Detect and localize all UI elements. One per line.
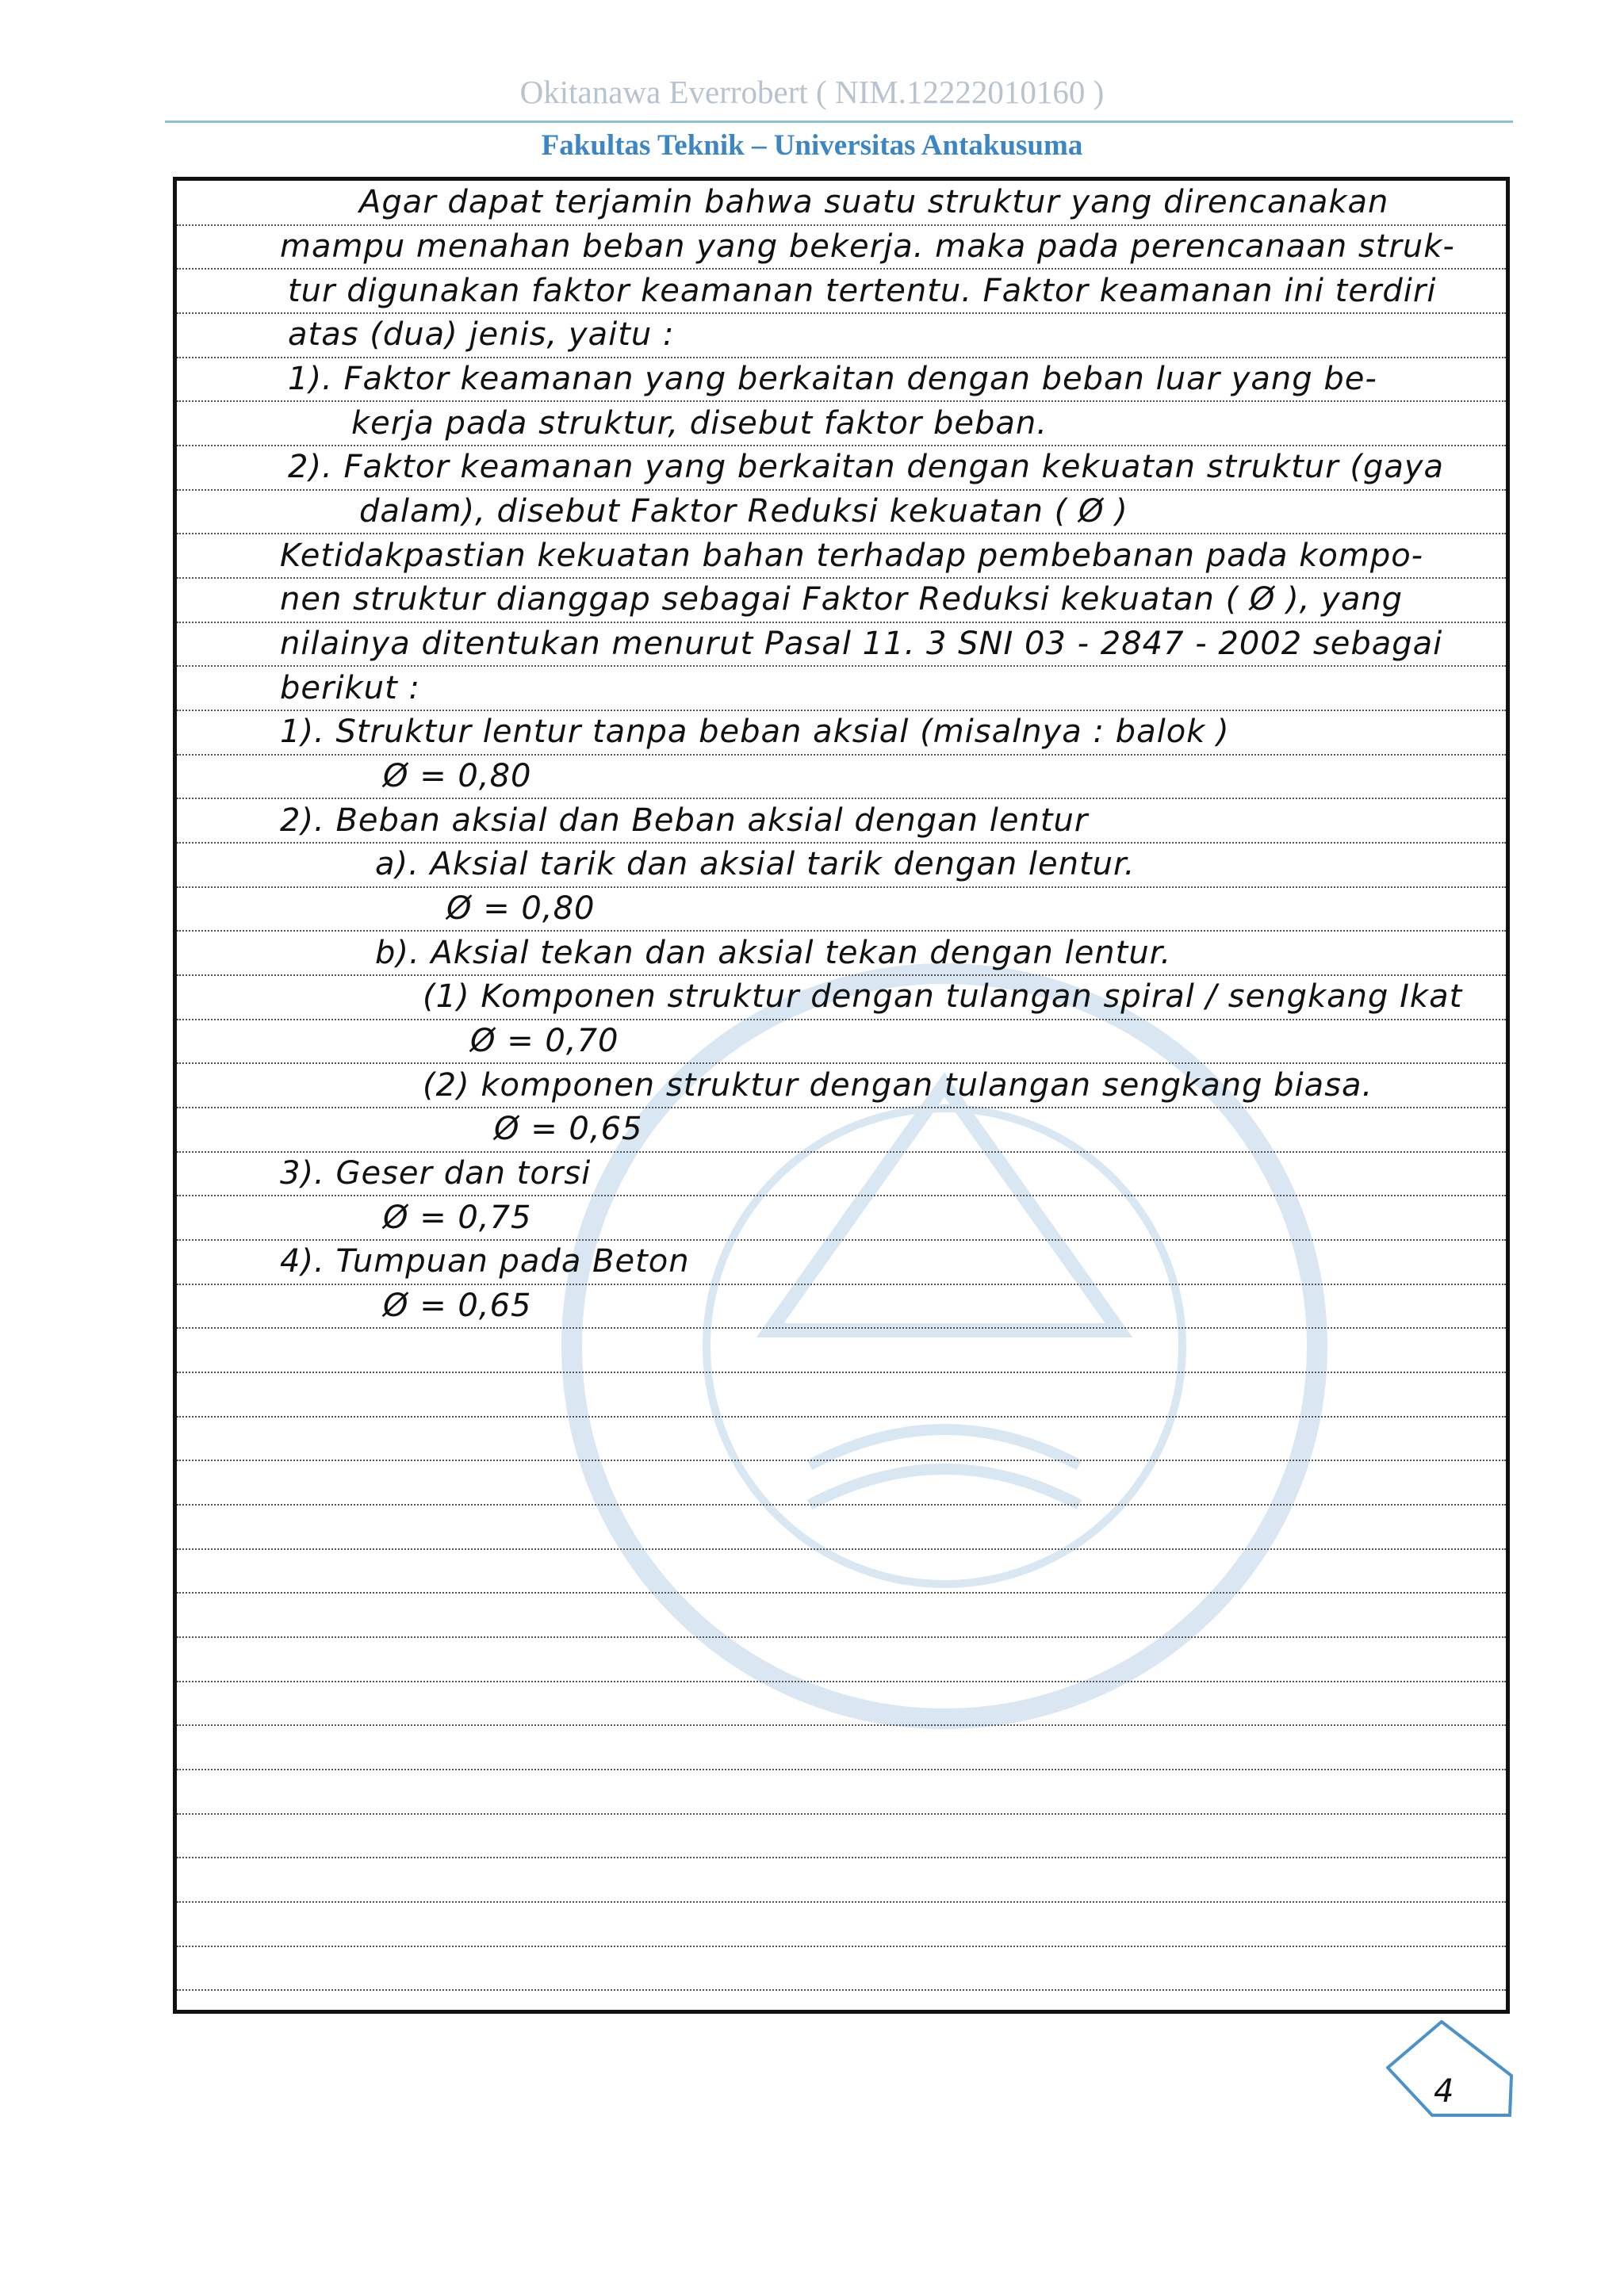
text-line: 3). Geser dan torsi xyxy=(280,1155,592,1192)
ruled-line xyxy=(177,930,1506,932)
text-line: dalam), disebut Faktor Reduksi kekuatan ( Ø ) xyxy=(359,493,1128,530)
text-line: 2). Faktor keamanan yang berkaitan dengan kekuatan struktur (gaya xyxy=(288,449,1445,485)
ruled-line xyxy=(177,1681,1506,1682)
ruled-line xyxy=(177,1284,1506,1285)
ruled-line xyxy=(177,886,1506,888)
ruled-line xyxy=(177,1327,1506,1329)
ruled-line xyxy=(177,1901,1506,1903)
ruled-line xyxy=(177,1504,1506,1506)
ruled-line xyxy=(177,842,1506,844)
text-line: kerja pada struktur, disebut faktor beban. xyxy=(351,405,1048,442)
ruled-line xyxy=(177,974,1506,976)
ruled-line xyxy=(177,1989,1506,1991)
text-line: a). Aksial tarik dan aksial tarik dengan lentur. xyxy=(375,846,1136,882)
text-line: atas (dua) jenis, yaitu : xyxy=(288,316,675,353)
text-line: 1). Faktor keamanan yang berkaitan dengan beban luar yang be- xyxy=(288,361,1377,397)
ruled-line xyxy=(177,1946,1506,1947)
ruled-line xyxy=(177,665,1506,667)
phi-value: Ø = 0,65 xyxy=(494,1111,643,1147)
ruled-line xyxy=(177,1813,1506,1815)
ruled-line xyxy=(177,445,1506,446)
ruled-line xyxy=(177,1416,1506,1418)
ruled-line xyxy=(177,1636,1506,1638)
ruled-line xyxy=(177,533,1506,534)
text-line: Ketidakpastian kekuatan bahan terhadap pembebanan pada kompo- xyxy=(280,538,1424,574)
ruled-line xyxy=(177,312,1506,314)
ruled-line xyxy=(177,754,1506,756)
text-line: 2). Beban aksial dan Beban aksial dengan lentur xyxy=(280,802,1089,839)
ruled-line xyxy=(177,710,1506,711)
ruled-line xyxy=(177,1019,1506,1020)
ruled-line xyxy=(177,1195,1506,1196)
university-seal-watermark xyxy=(508,918,1381,1774)
text-line: (2) komponen struktur dengan tulangan sengkang biasa. xyxy=(423,1067,1373,1104)
ruled-line xyxy=(177,622,1506,623)
ruled-line xyxy=(177,224,1506,226)
text-line: nen struktur dianggap sebagai Faktor Reduksi kekuatan ( Ø ), yang xyxy=(280,581,1404,618)
ruled-line xyxy=(177,798,1506,799)
header-faculty: Fakultas Teknik – Universitas Antakusuma xyxy=(541,129,1083,162)
ruled-line xyxy=(177,1548,1506,1550)
ruled-line xyxy=(177,1062,1506,1064)
ruled-line xyxy=(177,1107,1506,1108)
header-author: Okitanawa Everrobert ( NIM.12222010160 ) xyxy=(519,74,1105,110)
phi-value: Ø = 0,70 xyxy=(470,1023,619,1059)
ruled-line xyxy=(177,1724,1506,1726)
ruled-line xyxy=(177,268,1506,270)
phi-value: Ø = 0,80 xyxy=(383,758,532,794)
text-line: berikut : xyxy=(280,670,420,706)
ruled-line xyxy=(177,1460,1506,1461)
ruled-line xyxy=(177,1857,1506,1858)
phi-value: Ø = 0,65 xyxy=(383,1288,532,1324)
text-line: 4). Tumpuan pada Beton xyxy=(280,1243,690,1280)
ruled-line xyxy=(177,489,1506,491)
text-line: tur digunakan faktor keamanan tertentu. Faktor keamanan ini terdiri xyxy=(288,273,1437,309)
phi-value: Ø = 0,75 xyxy=(383,1200,532,1236)
ruled-line xyxy=(177,1372,1506,1373)
text-line: nilainya ditentukan menurut Pasal 11. 3 SNI 03 - 2847 - 2002 sebagai xyxy=(280,626,1443,662)
header-rule xyxy=(165,121,1513,123)
text-line: Agar dapat terjamin bahwa suatu struktur yang direncanakan xyxy=(359,184,1389,220)
phi-value: Ø = 0,80 xyxy=(446,890,596,927)
ruled-line xyxy=(177,357,1506,358)
text-line: (1) Komponen struktur dengan tulangan spiral / sengkang Ikat xyxy=(423,978,1463,1015)
ruled-line xyxy=(177,1769,1506,1770)
ruled-line xyxy=(177,577,1506,579)
text-line: mampu menahan beban yang bekerja. maka pada perencanaan struk- xyxy=(280,228,1455,265)
ruled-line xyxy=(177,1151,1506,1153)
ruled-line xyxy=(177,400,1506,402)
text-line: 1). Struktur lentur tanpa beban aksial (misalnya : balok ) xyxy=(280,714,1230,750)
ruled-sheet xyxy=(173,177,1510,2014)
ruled-line xyxy=(177,1239,1506,1241)
page-number: 4 xyxy=(1434,2073,1454,2110)
ruled-line xyxy=(177,1592,1506,1594)
text-line: b). Aksial tekan dan aksial tekan dengan lentur. xyxy=(375,935,1172,971)
